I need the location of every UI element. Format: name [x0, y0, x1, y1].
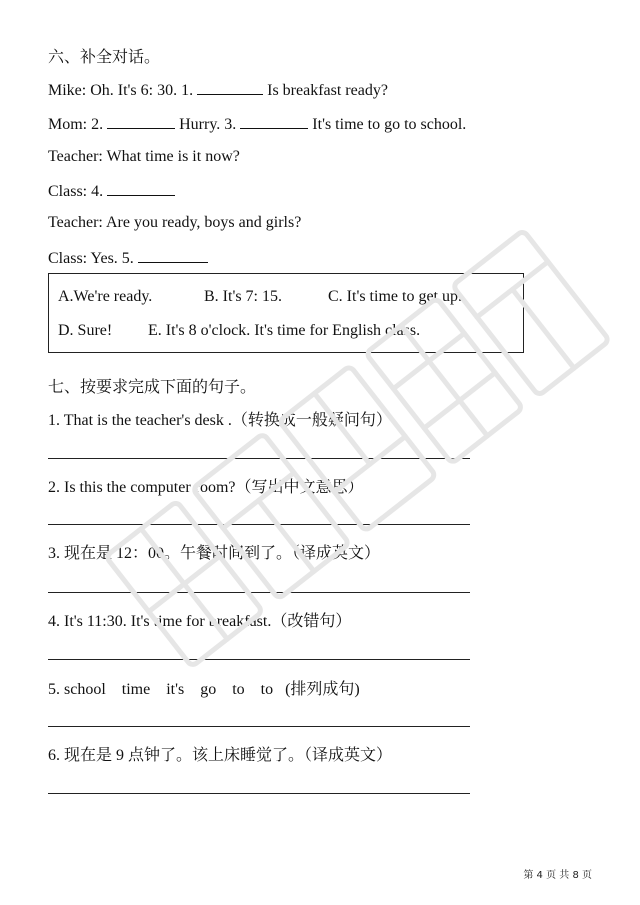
answer-line-2[interactable] — [48, 524, 470, 525]
answer-blank-1[interactable] — [197, 80, 263, 95]
option-d: D. Sure! — [58, 322, 113, 339]
dialogue-line-1 — [48, 80, 388, 100]
dialogue-line-3 — [48, 148, 240, 166]
dialogue-text: Teacher: What time is it now? — [48, 148, 240, 165]
section7-title: 七、按要求完成下面的句子。 — [48, 379, 257, 396]
dialogue-text: Mike: Oh. It's 6: 30. 1. — [48, 82, 198, 99]
dialogue-text: Class: 4. — [48, 183, 108, 200]
answer-blank-3[interactable] — [240, 114, 308, 129]
dialogue-text: Hurry. 3. — [175, 116, 241, 133]
task-item-1: 1. That is the teacher's desk .（转换成一般疑问句） — [48, 412, 392, 429]
option-a: A.We're ready. — [58, 288, 153, 305]
dialogue-line-5 — [48, 214, 301, 232]
dialogue-line-6 — [48, 248, 208, 268]
answer-line-1[interactable] — [48, 458, 470, 459]
answer-line-5[interactable] — [48, 726, 470, 727]
answer-blank-5[interactable] — [138, 248, 208, 263]
section6-title: 六、补全对话。 — [48, 49, 161, 66]
option-c: C. It's time to get up. — [328, 288, 462, 305]
answer-blank-4[interactable] — [107, 181, 175, 196]
dialogue-line-2 — [48, 114, 466, 134]
answer-blank-2[interactable] — [107, 114, 175, 129]
task-item-3: 3. 现在是 12：00。午餐时间到了。（译成英文） — [48, 545, 381, 562]
task-item-5: 5. school time it's go to to (排列成句) — [48, 681, 360, 698]
task-item-2: 2. Is this the computer room?（写出中文意思） — [48, 479, 364, 496]
dialogue-text: Is breakfast ready? — [263, 82, 388, 99]
dialogue-text: Class: Yes. 5. — [48, 250, 138, 267]
option-b: B. It's 7: 15. — [204, 288, 282, 305]
task-item-6: 6. 现在是 9 点钟了。该上床睡觉了。（译成英文） — [48, 747, 393, 764]
task-item-4: 4. It's 11:30. It's time for breakfast.（改错句） — [48, 613, 352, 630]
dialogue-text: It's time to go to school. — [308, 116, 467, 133]
dialogue-line-4 — [48, 181, 175, 201]
dialogue-text: Mom: 2. — [48, 116, 108, 133]
dialogue-text: Teacher: Are you ready, boys and girls? — [48, 214, 302, 231]
page-number: 第 4 页 共 8 页 — [523, 870, 592, 881]
answer-line-3[interactable] — [48, 592, 470, 593]
option-e: E. It's 8 o'clock. It's time for English class. — [148, 322, 421, 339]
answer-line-6[interactable] — [48, 793, 470, 794]
answer-line-4[interactable] — [48, 659, 470, 660]
options-box — [48, 273, 524, 353]
